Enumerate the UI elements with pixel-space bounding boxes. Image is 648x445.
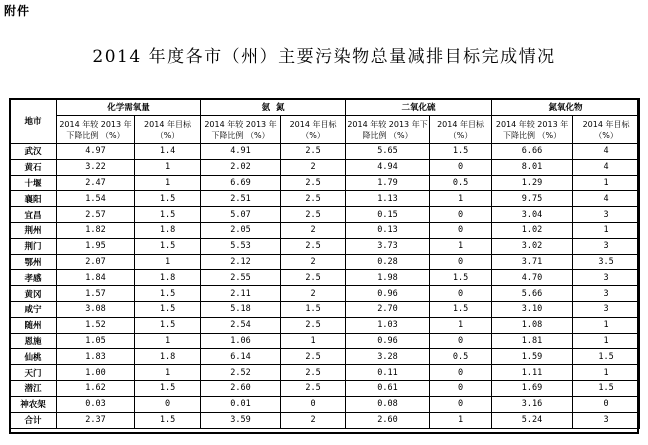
target-value-cell: 0 — [573, 396, 640, 412]
city-cell: 荆门 — [10, 238, 57, 254]
reduction-value-cell: 5.53 — [201, 238, 281, 254]
target-value-cell: 4 — [573, 191, 640, 207]
city-cell: 随州 — [10, 317, 57, 333]
target-value-cell: 2.5 — [281, 380, 346, 396]
reduction-value-cell: 6.14 — [201, 349, 281, 365]
target-value-cell: 1 — [573, 222, 640, 238]
target-value-cell: 1 — [430, 191, 492, 207]
reduction-value-cell: 5.24 — [492, 412, 573, 428]
reduction-value-cell: 1.83 — [57, 349, 135, 365]
city-cell: 鄂州 — [10, 254, 57, 270]
reduction-value-cell: 2.12 — [201, 254, 281, 270]
target-value-cell: 2 — [281, 222, 346, 238]
table-row — [10, 222, 640, 238]
target-value-cell: 1 — [135, 365, 201, 381]
reduction-value-cell: 1.06 — [201, 333, 281, 349]
reduction-value-cell: 2.11 — [201, 286, 281, 302]
reduction-value-cell: 0.08 — [346, 396, 430, 412]
target-value-cell: 3 — [573, 238, 640, 254]
reduction-value-cell: 2.02 — [201, 159, 281, 175]
reduction-value-cell: 3.22 — [57, 159, 135, 175]
reduction-value-cell: 0.11 — [346, 365, 430, 381]
sub-header-target: 2014 年目标 （%） — [281, 116, 346, 144]
table-row — [10, 301, 640, 317]
city-cell: 襄阳 — [10, 191, 57, 207]
city-cell: 仙桃 — [10, 349, 57, 365]
table-row — [10, 286, 640, 302]
reduction-value-cell: 1.52 — [57, 317, 135, 333]
reduction-value-cell: 1.13 — [346, 191, 430, 207]
target-value-cell: 1.5 — [135, 301, 201, 317]
target-value-cell: 2.5 — [281, 365, 346, 381]
target-value-cell: 1.5 — [573, 380, 640, 396]
reduction-value-cell: 1.08 — [492, 317, 573, 333]
target-value-cell: 1.5 — [430, 144, 492, 160]
table-group-header-row — [10, 99, 640, 116]
reduction-value-cell: 1.00 — [57, 365, 135, 381]
target-value-cell: 1.8 — [135, 349, 201, 365]
reduction-value-cell: 2.57 — [57, 207, 135, 223]
target-value-cell: 2.5 — [281, 270, 346, 286]
target-value-cell: 1 — [573, 365, 640, 381]
target-value-cell: 1.4 — [135, 144, 201, 160]
group-header-so2: 二氧化硫 — [346, 99, 492, 116]
target-value-cell: 1.5 — [430, 270, 492, 286]
target-value-cell: 0 — [430, 333, 492, 349]
reduction-value-cell: 1.81 — [492, 333, 573, 349]
target-value-cell: 1 — [430, 412, 492, 428]
reduction-value-cell: 0.28 — [346, 254, 430, 270]
table-row — [10, 175, 640, 191]
city-cell: 黄冈 — [10, 286, 57, 302]
sub-header-reduction: 2014 年较 2013 年下降比例 （%） — [57, 116, 135, 144]
reduction-value-cell: 2.54 — [201, 317, 281, 333]
reduction-value-cell: 3.59 — [201, 412, 281, 428]
target-value-cell: 3 — [573, 286, 640, 302]
target-value-cell: 0 — [281, 396, 346, 412]
reduction-value-cell: 6.69 — [201, 175, 281, 191]
reduction-value-cell: 1.05 — [57, 333, 135, 349]
reduction-value-cell: 2.52 — [201, 365, 281, 381]
target-value-cell: 2 — [281, 159, 346, 175]
sub-header-target: 2014 年目标 （%） — [573, 116, 640, 144]
target-value-cell: 1.5 — [135, 238, 201, 254]
reduction-value-cell: 4.94 — [346, 159, 430, 175]
table-row — [10, 159, 640, 175]
region-header: 地市 — [10, 99, 57, 144]
target-value-cell: 1 — [430, 238, 492, 254]
reduction-value-cell: 1.84 — [57, 270, 135, 286]
reduction-value-cell: 8.01 — [492, 159, 573, 175]
reduction-value-cell: 1.02 — [492, 222, 573, 238]
target-value-cell: 0 — [430, 207, 492, 223]
reduction-value-cell: 3.04 — [492, 207, 573, 223]
target-value-cell: 1.5 — [135, 317, 201, 333]
reduction-value-cell: 3.28 — [346, 349, 430, 365]
group-header-ammonia: 氨 氮 — [201, 99, 346, 116]
attachment-label: 附件 — [4, 4, 31, 18]
target-value-cell: 1 — [573, 333, 640, 349]
sub-header-reduction: 2014 年较 2013 年下降比例 （%） — [492, 116, 573, 144]
reduction-value-cell: 2.60 — [346, 412, 430, 428]
reduction-value-cell: 3.10 — [492, 301, 573, 317]
reduction-value-cell: 1.57 — [57, 286, 135, 302]
reduction-value-cell: 3.71 — [492, 254, 573, 270]
reduction-value-cell: 1.29 — [492, 175, 573, 191]
table-row — [10, 412, 640, 428]
target-value-cell: 1 — [573, 175, 640, 191]
reduction-value-cell: 2.07 — [57, 254, 135, 270]
target-value-cell: 0 — [135, 396, 201, 412]
reduction-value-cell: 1.79 — [346, 175, 430, 191]
target-value-cell: 1.5 — [135, 191, 201, 207]
reduction-value-cell: 4.91 — [201, 144, 281, 160]
emission-reduction-table — [9, 98, 640, 429]
reduction-value-cell: 3.16 — [492, 396, 573, 412]
target-value-cell: 1.5 — [430, 301, 492, 317]
table-sub-header-row — [10, 116, 640, 144]
sub-header-reduction: 2014 年较 2013 年下降比例 （%） — [201, 116, 281, 144]
target-value-cell: 1 — [135, 254, 201, 270]
reduction-value-cell: 2.70 — [346, 301, 430, 317]
target-value-cell: 2.5 — [281, 207, 346, 223]
target-value-cell: 1.5 — [135, 207, 201, 223]
table-row — [10, 207, 640, 223]
target-value-cell: 1 — [430, 317, 492, 333]
table-row — [10, 254, 640, 270]
target-value-cell: 0 — [430, 396, 492, 412]
target-value-cell: 2.5 — [281, 317, 346, 333]
table-row — [10, 144, 640, 160]
table-row — [10, 317, 640, 333]
target-value-cell: 0 — [430, 380, 492, 396]
target-value-cell: 1 — [135, 159, 201, 175]
target-value-cell: 3 — [573, 301, 640, 317]
target-value-cell: 2 — [281, 286, 346, 302]
page-title: 2014 年度各市（州）主要污染物总量减排目标完成情况 — [92, 47, 556, 67]
reduction-value-cell: 5.18 — [201, 301, 281, 317]
city-cell: 神农架 — [10, 396, 57, 412]
reduction-value-cell: 3.02 — [492, 238, 573, 254]
target-value-cell: 2.5 — [281, 175, 346, 191]
table-body — [10, 144, 640, 429]
reduction-value-cell: 2.55 — [201, 270, 281, 286]
target-value-cell: 1 — [573, 317, 640, 333]
reduction-value-cell: 1.62 — [57, 380, 135, 396]
city-cell: 孝感 — [10, 270, 57, 286]
sub-header-reduction: 2014 年较 2013 年下降比例 （%） — [346, 116, 430, 144]
target-value-cell: 3 — [573, 412, 640, 428]
group-header-cod: 化学需氧量 — [57, 99, 201, 116]
reduction-value-cell: 3.08 — [57, 301, 135, 317]
city-cell: 恩施 — [10, 333, 57, 349]
target-value-cell: 3 — [573, 207, 640, 223]
target-value-cell: 1.8 — [135, 222, 201, 238]
table-row — [10, 191, 640, 207]
reduction-value-cell: 9.75 — [492, 191, 573, 207]
city-cell: 宜昌 — [10, 207, 57, 223]
reduction-value-cell: 0.15 — [346, 207, 430, 223]
target-value-cell: 4 — [573, 159, 640, 175]
reduction-value-cell: 2.51 — [201, 191, 281, 207]
target-value-cell: 1 — [281, 333, 346, 349]
city-cell: 黄石 — [10, 159, 57, 175]
reduction-value-cell: 4.70 — [492, 270, 573, 286]
target-value-cell: 0 — [430, 365, 492, 381]
sub-header-target: 2014 年目标 （%） — [135, 116, 201, 144]
target-value-cell: 2 — [281, 254, 346, 270]
target-value-cell: 0.5 — [430, 349, 492, 365]
target-value-cell: 4 — [573, 144, 640, 160]
target-value-cell: 0 — [430, 254, 492, 270]
target-value-cell: 1.5 — [135, 286, 201, 302]
table-row — [10, 333, 640, 349]
target-value-cell: 2.5 — [281, 238, 346, 254]
table-row — [10, 380, 640, 396]
reduction-value-cell: 0.03 — [57, 396, 135, 412]
target-value-cell: 0 — [430, 222, 492, 238]
reduction-value-cell: 0.96 — [346, 286, 430, 302]
target-value-cell: 0 — [430, 286, 492, 302]
table-row — [10, 365, 640, 381]
target-value-cell: 1 — [135, 175, 201, 191]
table-row — [10, 238, 640, 254]
reduction-value-cell: 1.59 — [492, 349, 573, 365]
table-row — [10, 270, 640, 286]
reduction-value-cell: 5.07 — [201, 207, 281, 223]
reduction-value-cell: 2.47 — [57, 175, 135, 191]
target-value-cell: 1.5 — [135, 380, 201, 396]
reduction-value-cell: 0.61 — [346, 380, 430, 396]
reduction-value-cell: 1.11 — [492, 365, 573, 381]
reduction-value-cell: 1.54 — [57, 191, 135, 207]
reduction-value-cell: 6.66 — [492, 144, 573, 160]
target-value-cell: 1.5 — [135, 412, 201, 428]
reduction-value-cell: 1.95 — [57, 238, 135, 254]
reduction-value-cell: 3.73 — [346, 238, 430, 254]
target-value-cell: 2.5 — [281, 349, 346, 365]
reduction-value-cell: 2.60 — [201, 380, 281, 396]
city-cell: 天门 — [10, 365, 57, 381]
reduction-value-cell: 5.65 — [346, 144, 430, 160]
target-value-cell: 3 — [573, 270, 640, 286]
target-value-cell: 1 — [135, 333, 201, 349]
reduction-value-cell: 2.05 — [201, 222, 281, 238]
table-row — [10, 396, 640, 412]
city-cell: 咸宁 — [10, 301, 57, 317]
target-value-cell: 2.5 — [281, 191, 346, 207]
city-cell: 合计 — [10, 412, 57, 428]
group-header-nox: 氮氧化物 — [492, 99, 640, 116]
city-cell: 武汉 — [10, 144, 57, 160]
reduction-value-cell: 4.97 — [57, 144, 135, 160]
reduction-value-cell: 1.82 — [57, 222, 135, 238]
target-value-cell: 0 — [430, 159, 492, 175]
target-value-cell: 2 — [281, 412, 346, 428]
reduction-value-cell: 1.03 — [346, 317, 430, 333]
table-row — [10, 349, 640, 365]
reduction-value-cell: 2.37 — [57, 412, 135, 428]
target-value-cell: 2.5 — [281, 144, 346, 160]
target-value-cell: 1.5 — [281, 301, 346, 317]
sub-header-target: 2014 年目标 （%） — [430, 116, 492, 144]
target-value-cell: 1.8 — [135, 270, 201, 286]
reduction-value-cell: 0.96 — [346, 333, 430, 349]
city-cell: 荆州 — [10, 222, 57, 238]
reduction-value-cell: 0.01 — [201, 396, 281, 412]
reduction-value-cell: 1.98 — [346, 270, 430, 286]
target-value-cell: 3.5 — [573, 254, 640, 270]
target-value-cell: 1.5 — [573, 349, 640, 365]
reduction-value-cell: 1.69 — [492, 380, 573, 396]
target-value-cell: 0.5 — [430, 175, 492, 191]
city-cell: 十堰 — [10, 175, 57, 191]
city-cell: 潜江 — [10, 380, 57, 396]
reduction-value-cell: 5.66 — [492, 286, 573, 302]
reduction-value-cell: 0.13 — [346, 222, 430, 238]
